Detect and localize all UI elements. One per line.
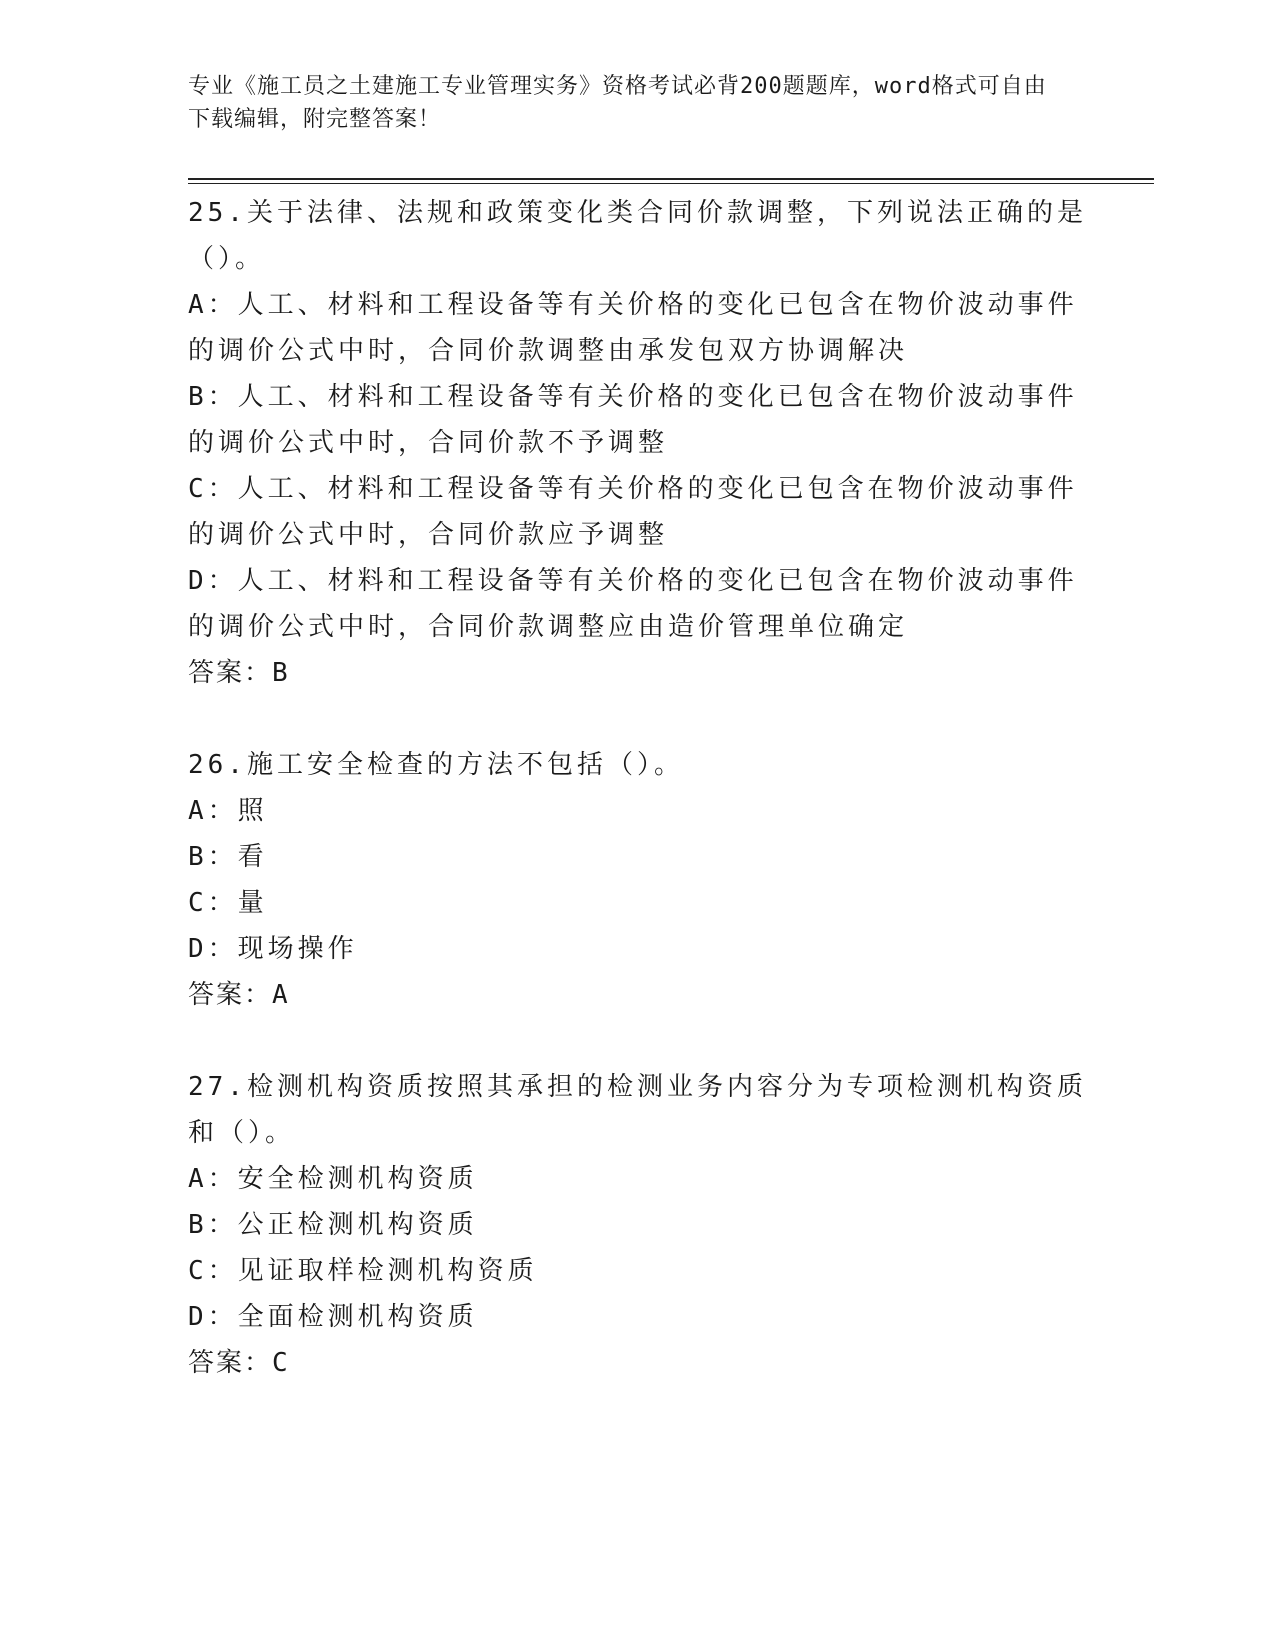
header-divider-thick (188, 178, 1154, 180)
option-a: A：照 (188, 796, 268, 826)
question-27 (188, 1064, 1088, 1386)
question-stem: 27.检测机构资质按照其承担的检测业务内容分为专项检测机构资质和（）。 (188, 1072, 1087, 1148)
option-c: C：量 (188, 888, 268, 918)
option-a: A：安全检测机构资质 (188, 1164, 478, 1194)
option-a: A：人工、材料和工程设备等有关价格的变化已包含在物价波动事件的调价公式中时，合同价款调整由承发包双方协调解决 (188, 290, 1078, 366)
question-25 (188, 190, 1088, 696)
answer-line: 答案：A (188, 980, 290, 1010)
option-b: B：人工、材料和工程设备等有关价格的变化已包含在物价波动事件的调价公式中时，合同价款不予调整 (188, 382, 1078, 458)
answer-line: 答案：C (188, 1348, 290, 1378)
option-b: B：看 (188, 842, 268, 872)
option-d: D：人工、材料和工程设备等有关价格的变化已包含在物价波动事件的调价公式中时，合同价款调整应由造价管理单位确定 (188, 566, 1078, 642)
header-divider-thin (188, 183, 1154, 184)
question-stem: 25.关于法律、法规和政策变化类合同价款调整，下列说法正确的是（）。 (188, 198, 1087, 274)
option-b: B：公正检测机构资质 (188, 1210, 478, 1240)
question-26 (188, 742, 1088, 1018)
option-c: C：见证取样检测机构资质 (188, 1256, 538, 1286)
question-stem: 26.施工安全检查的方法不包括（）。 (188, 750, 684, 780)
option-c: C：人工、材料和工程设备等有关价格的变化已包含在物价波动事件的调价公式中时，合同价款应予调整 (188, 474, 1078, 550)
question-list (188, 190, 1088, 1432)
option-d: D：全面检测机构资质 (188, 1302, 478, 1332)
document-header: 专业《施工员之土建施工专业管理实务》资格考试必背200题题库，word格式可自由下载编辑，附完整答案！ (188, 74, 1047, 132)
answer-line: 答案：B (188, 658, 290, 688)
option-d: D：现场操作 (188, 934, 358, 964)
